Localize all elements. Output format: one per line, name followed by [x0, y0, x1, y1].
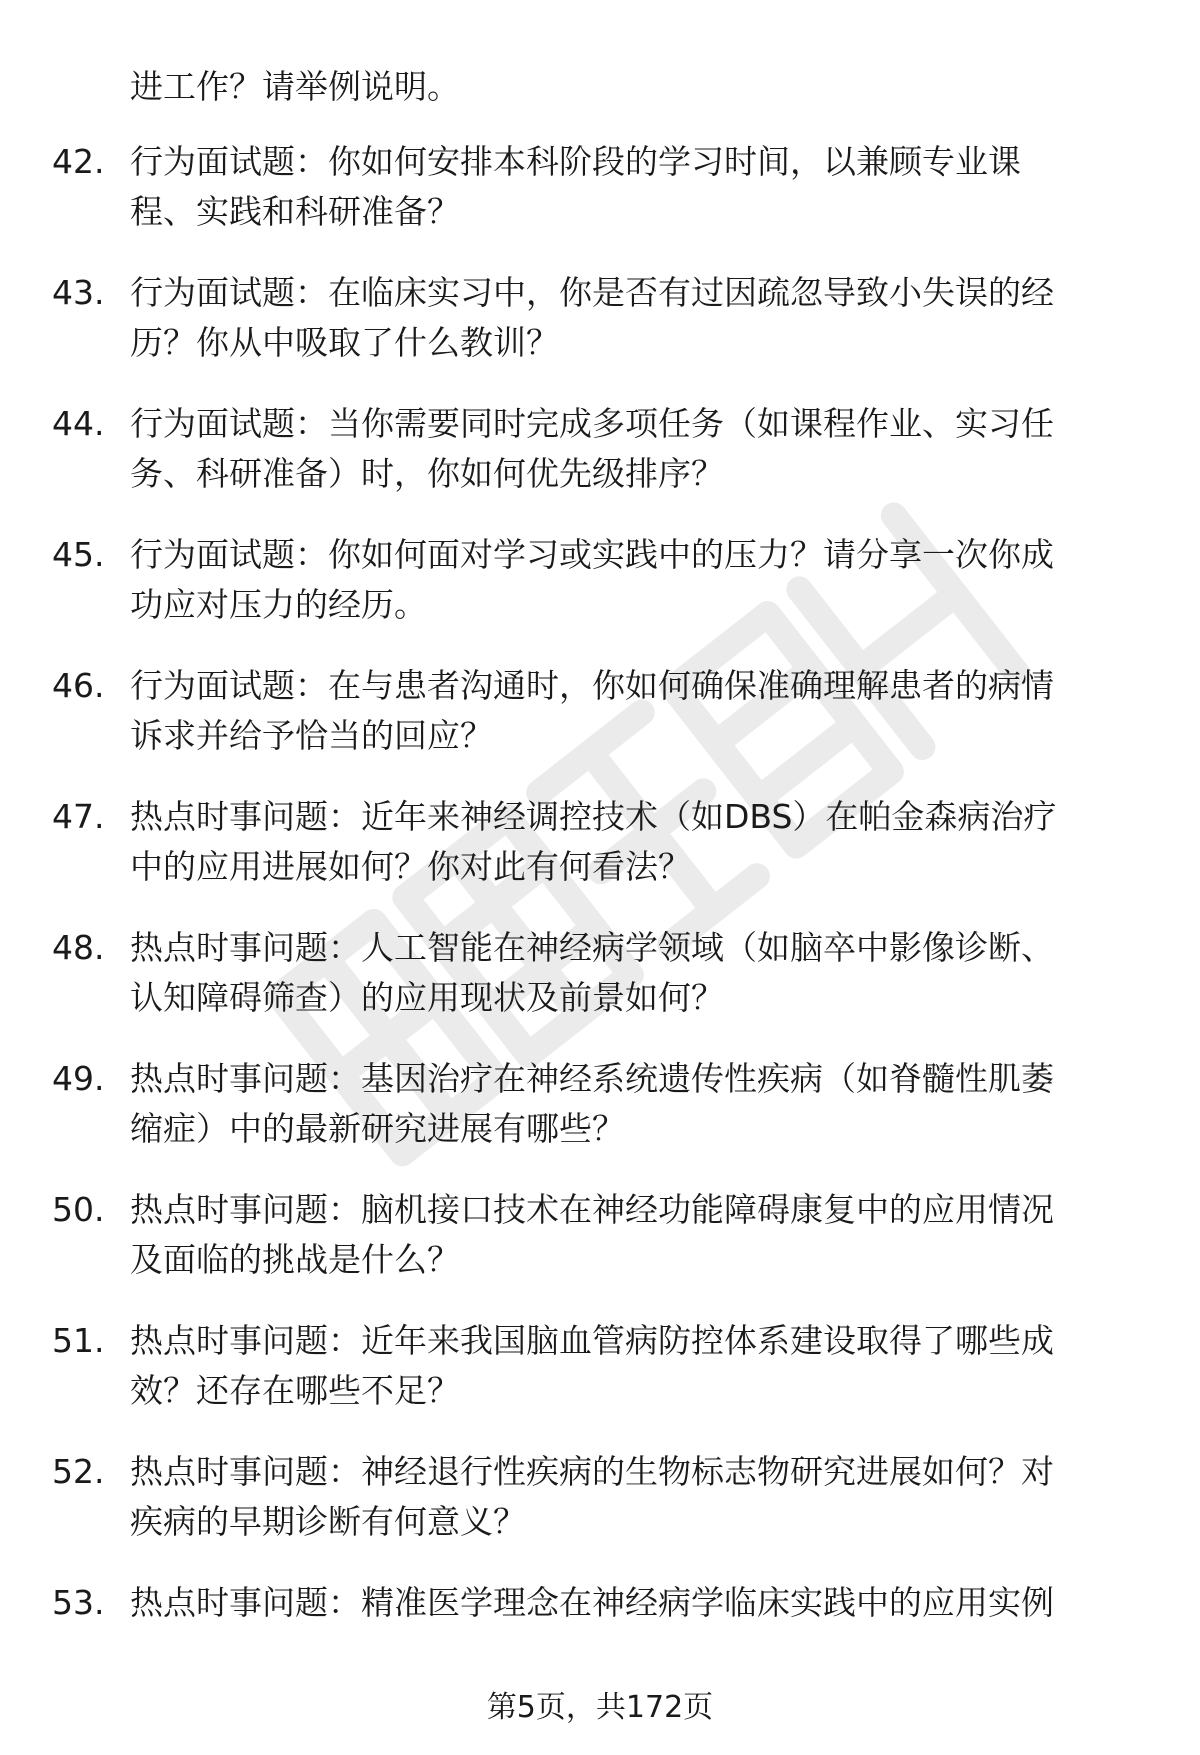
question-text: [130, 1185, 1140, 1285]
question-text: [130, 1054, 1140, 1154]
question-line: 历？你从中吸取了什么教训？: [130, 323, 559, 362]
question-text: [130, 1578, 1140, 1628]
question-number: 42.: [52, 142, 105, 181]
question-text: [130, 268, 1140, 368]
question-number: 52.: [52, 1452, 105, 1491]
question-line: 热点时事问题：基因治疗在神经系统遗传性疾病（如脊髓性肌萎: [130, 1059, 1054, 1098]
question-line: 行为面试题：当你需要同时完成多项任务（如课程作业、实习任: [130, 404, 1054, 443]
question-line: 认知障碍筛查）的应用现状及前景如何？: [130, 978, 724, 1017]
question-text: [130, 661, 1140, 761]
question-line: 疾病的早期诊断有何意义？: [130, 1502, 526, 1541]
question-line: 诉求并给予恰当的回应？: [130, 716, 493, 755]
list-item: [0, 1185, 1200, 1316]
question-line: 行为面试题：你如何面对学习或实践中的压力？请分享一次你成: [130, 535, 1054, 574]
question-number: 49.: [52, 1059, 105, 1098]
list-item: [0, 923, 1200, 1054]
question-number: 47.: [52, 797, 105, 836]
question-text: [130, 792, 1140, 892]
question-text: [130, 137, 1140, 237]
list-item: [0, 1054, 1200, 1185]
question-line: 热点时事问题：神经退行性疾病的生物标志物研究进展如何？对: [130, 1452, 1054, 1491]
question-number: 53.: [52, 1583, 105, 1622]
question-line: 及面临的挑战是什么？: [130, 1240, 460, 1279]
question-line: 热点时事问题：脑机接口技术在神经功能障碍康复中的应用情况: [130, 1190, 1054, 1229]
question-text: [130, 1447, 1140, 1547]
question-number: 45.: [52, 535, 105, 574]
question-line: 中的应用进展如何？你对此有何看法？: [130, 847, 691, 886]
question-number: 51.: [52, 1321, 105, 1360]
question-text: [130, 530, 1140, 630]
question-line: 行为面试题：你如何安排本科阶段的学习时间，以兼顾专业课: [130, 142, 1021, 181]
question-number: 44.: [52, 404, 105, 443]
list-item: [0, 792, 1200, 923]
list-item: [0, 1316, 1200, 1447]
question-number: 48.: [52, 928, 105, 967]
page-footer: 第5页，共172页: [486, 1690, 714, 1725]
list-item: [0, 530, 1200, 661]
question-line: 热点时事问题：近年来我国脑血管病防控体系建设取得了哪些成: [130, 1321, 1054, 1360]
question-text: [130, 399, 1140, 499]
list-item: [0, 1447, 1200, 1578]
list-item: [0, 268, 1200, 399]
question-line: 务、科研准备）时，你如何优先级排序？: [130, 454, 724, 493]
question-number: 43.: [52, 273, 105, 312]
question-line: 热点时事问题：精准医学理念在神经病学临床实践中的应用实例: [130, 1583, 1054, 1622]
question-text: [130, 1316, 1140, 1416]
question-line: 行为面试题：在与患者沟通时，你如何确保准确理解患者的病情: [130, 666, 1054, 705]
question-number: 50.: [52, 1190, 105, 1229]
question-line: 程、实践和科研准备？: [130, 192, 460, 231]
list-item: [0, 137, 1200, 268]
question-line: 行为面试题：在临床实习中，你是否有过因疏忽导致小失误的经: [130, 273, 1054, 312]
question-list: [0, 137, 1200, 1709]
question-text: [130, 923, 1140, 1023]
list-item: [0, 399, 1200, 530]
continuation-text: 进工作？请举例说明。: [130, 67, 460, 106]
question-line: 功应对压力的经历。: [130, 585, 427, 624]
question-number: 46.: [52, 666, 105, 705]
list-item: [0, 661, 1200, 792]
question-line: 缩症）中的最新研究进展有哪些？: [130, 1109, 625, 1148]
question-line: 热点时事问题：近年来神经调控技术（如DBS）在帕金森病治疗: [130, 797, 1057, 836]
question-line: 效？还存在哪些不足？: [130, 1371, 460, 1410]
question-line: 热点时事问题：人工智能在神经病学领域（如脑卒中影像诊断、: [130, 928, 1054, 967]
